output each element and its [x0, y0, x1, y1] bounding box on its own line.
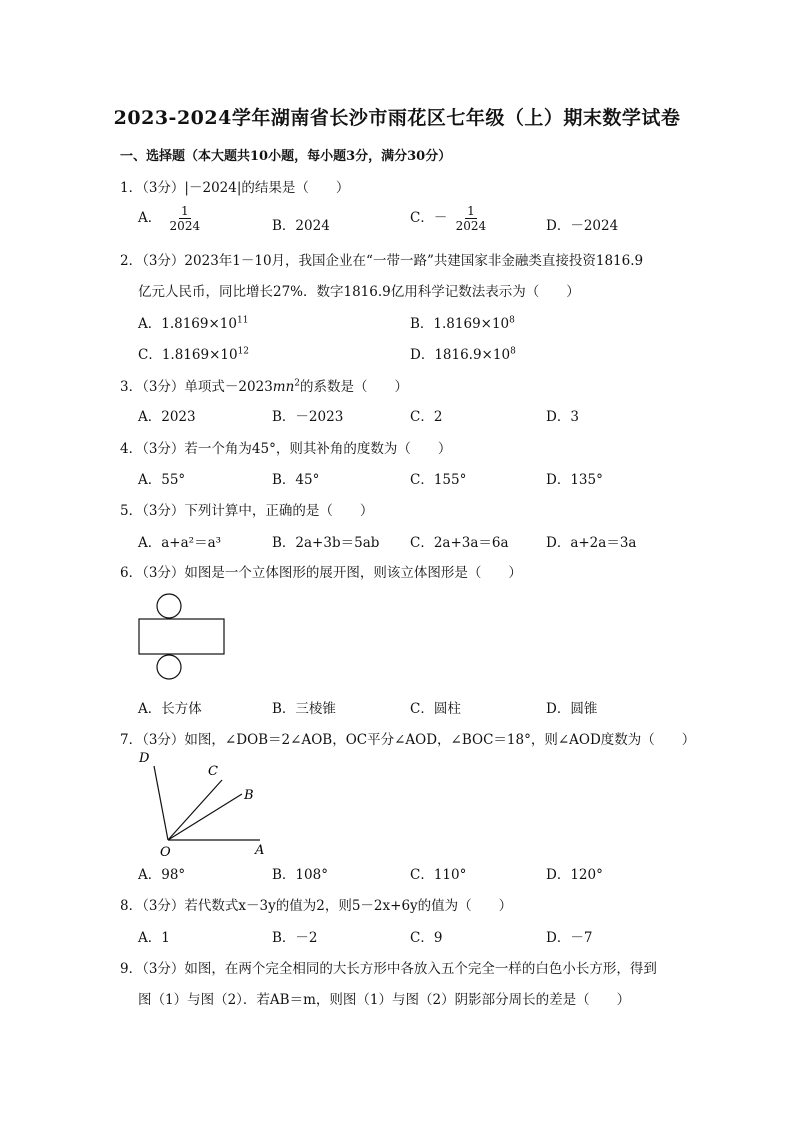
q6-option-b[interactable]: B．三棱锥 — [272, 701, 336, 717]
question-9-stem-line1: 9．（3分）如图，在两个完全相同的大长方形中各放入五个完全一样的白色小长方形，得到 — [120, 961, 657, 977]
q4-option-b[interactable]: B．45° — [272, 472, 320, 488]
q4-option-c[interactable]: C．155° — [410, 472, 467, 488]
question-2-stem-line1: 2．（3分）2023年1－10月，我国企业在“一带一路”共建国家非金融类直接投资1816.9 — [120, 253, 644, 269]
q3-option-c[interactable]: C．2 — [410, 409, 443, 425]
q8-option-a[interactable]: A．1 — [138, 930, 170, 946]
q2-option-b[interactable]: B．$1.8169\times 10^8$ — [410, 315, 515, 332]
question-1-stem: 1．（3分）|－2024|的结果是（ ） — [120, 180, 350, 196]
question-6-stem: 6．（3分）如图是一个立体图形的展开图，则该立体图形是（ ） — [120, 565, 522, 581]
q7-option-c[interactable]: C．110° — [410, 867, 467, 883]
question-2-stem-line2: 亿元人民币，同比增长27%．数字1816.9亿用科学记数法表示为（ ） — [138, 284, 580, 300]
q4-option-d[interactable]: D．135° — [546, 472, 603, 488]
question-9-stem-line2: 图（1）与图（2）．若AB＝m，则图（1）与图（2）阴影部分周长的差是（ ） — [138, 992, 631, 1008]
cylinder-net-figure — [130, 590, 240, 690]
q1-option-a[interactable]: A． $\frac{1}{2024}$ — [138, 204, 201, 233]
q6-option-a[interactable]: A．长方体 — [138, 701, 202, 717]
question-8-stem: 8．（3分）若代数式x－3y的值为2，则5－2x+6y的值为（ ） — [120, 898, 513, 914]
q5-option-a[interactable]: A．a+a²＝a³ — [138, 535, 222, 551]
net-top-circle — [157, 594, 181, 618]
section-heading: 一、选择题（本大题共10小题，每小题3分，满分30分） — [120, 149, 452, 164]
ray-od — [154, 766, 168, 840]
q7-option-d[interactable]: D．120° — [546, 867, 603, 883]
q1-c-fraction: $\frac{1}{2024}$ — [455, 204, 487, 233]
q2-option-c[interactable]: C．$1.8169\times 10^{12}$ — [138, 346, 250, 363]
net-bottom-circle — [157, 655, 181, 679]
q8-option-c[interactable]: C．9 — [410, 930, 443, 946]
q3-option-a[interactable]: A．2023 — [138, 409, 196, 425]
label-a: A — [255, 843, 265, 858]
label-c: C — [208, 764, 218, 779]
q5-option-b[interactable]: B．2a+3b＝5ab — [272, 535, 380, 551]
q1-option-c[interactable]: C．－ $\frac{1}{2024}$ — [410, 204, 487, 233]
q7-option-a[interactable]: A．98° — [138, 867, 186, 883]
ray-ob — [168, 794, 242, 840]
question-4-stem: 4．（3分）若一个角为45°，则其补角的度数为（ ） — [120, 441, 452, 457]
label-b: B — [244, 788, 254, 803]
q7-option-b[interactable]: B．108° — [272, 867, 328, 883]
label-o: O — [160, 845, 171, 860]
q2-option-d[interactable]: D．$1816.9\times 10^8$ — [410, 346, 516, 363]
exam-title: 2023-2024学年湖南省长沙市雨花区七年级（上）期末数学试卷 — [113, 107, 681, 129]
angle-figure — [130, 748, 280, 860]
q8-option-b[interactable]: B．－2 — [272, 930, 318, 946]
q6-option-c[interactable]: C．圆柱 — [410, 701, 461, 717]
q5-option-c[interactable]: C．2a+3a＝6a — [410, 535, 509, 551]
question-3-stem: 3．（3分）单项式$-2023mn^2$的系数是（ ） — [120, 378, 409, 395]
net-rectangle — [139, 619, 224, 654]
question-5-stem: 5．（3分）下列计算中，正确的是（ ） — [120, 503, 374, 519]
q4-option-a[interactable]: A．55° — [138, 472, 186, 488]
q3-option-b[interactable]: B．－2023 — [272, 409, 344, 425]
label-d: D — [139, 751, 150, 766]
q1-option-b[interactable]: B．2024 — [272, 218, 330, 234]
q6-option-d[interactable]: D．圆锥 — [546, 701, 598, 717]
q1-option-d[interactable]: D．－2024 — [546, 218, 619, 234]
q3-option-d[interactable]: D．3 — [546, 409, 579, 425]
ray-oc — [168, 780, 222, 840]
q1-a-fraction: $\frac{1}{2024}$ — [169, 204, 201, 233]
q2-option-a[interactable]: A．$1.8169\times 10^{11}$ — [138, 315, 249, 332]
q5-option-d[interactable]: D．a+2a＝3a — [546, 535, 637, 551]
question-7-stem: 7．（3分）如图，∠DOB＝2∠AOB，OC平分∠AOD，∠BOC＝18°，则∠AOD度数为（ ） — [120, 732, 696, 748]
q8-option-d[interactable]: D．－7 — [546, 930, 593, 946]
